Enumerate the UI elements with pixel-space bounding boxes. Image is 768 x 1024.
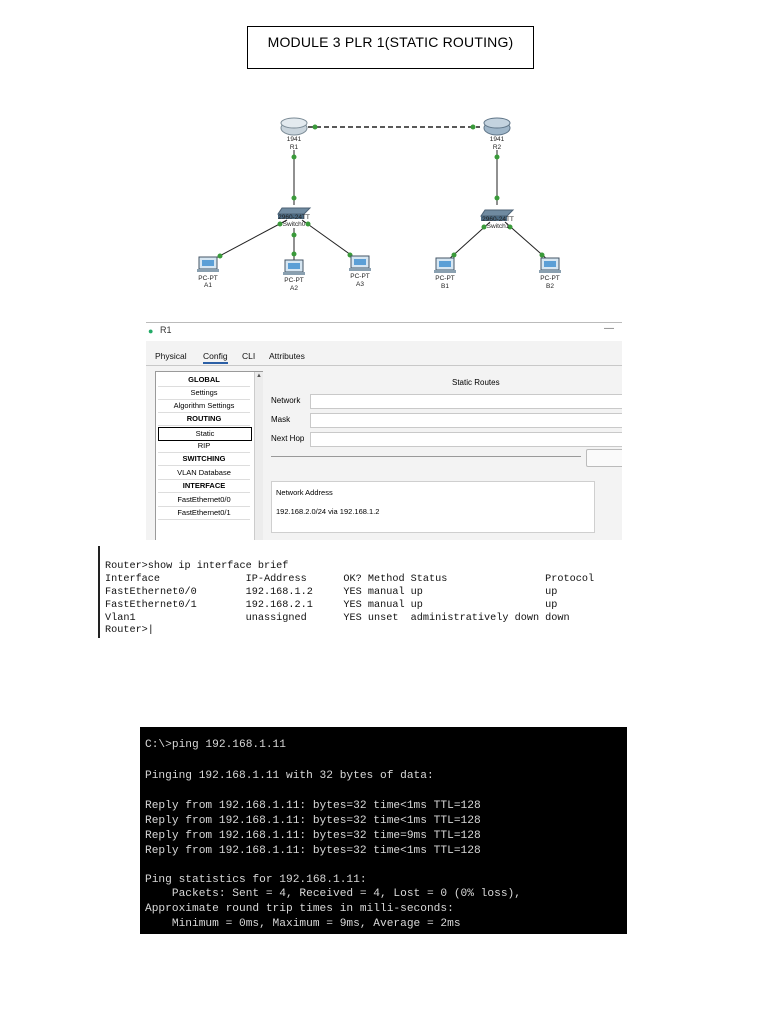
svg-text:R2: R2 <box>492 144 502 151</box>
sidebar-scrollbar[interactable] <box>254 372 263 540</box>
svg-text:R1: R1 <box>289 144 299 151</box>
pc-a2[interactable] <box>283 260 305 292</box>
svg-text:PC-PT: PC-PT <box>435 275 455 282</box>
terminal-line: Reply from 192.168.1.11: bytes=32 time<1ms TTL=128 <box>145 815 481 827</box>
terminal-line: Reply from 192.168.1.11: bytes=32 time<1ms TTL=128 <box>145 800 481 812</box>
svg-text:PC-PT: PC-PT <box>198 275 218 282</box>
pc-b1[interactable] <box>434 258 456 290</box>
router-config-window <box>146 322 622 540</box>
pc-a1[interactable] <box>197 257 219 289</box>
sidebar-header-interface: INTERFACE <box>158 480 250 493</box>
svg-text:A2: A2 <box>290 285 298 292</box>
terminal-line: Reply from 192.168.1.11: bytes=32 time<1ms TTL=128 <box>145 845 481 857</box>
cli-line: FastEthernet0/0 192.168.1.2 YES manual up up <box>105 587 558 598</box>
svg-text:PC-PT: PC-PT <box>284 277 304 284</box>
svg-text:Switch1: Switch1 <box>486 223 510 230</box>
svg-text:2960-24TT: 2960-24TT <box>482 216 514 223</box>
mask-input[interactable] <box>310 413 622 428</box>
router-r1[interactable] <box>281 118 307 151</box>
switch-switch1[interactable] <box>481 210 514 230</box>
divider <box>271 456 581 457</box>
cli-prompt: Router>| <box>105 625 154 636</box>
title-box <box>247 26 534 69</box>
panel-title: Static Routes <box>452 378 500 387</box>
add-button[interactable] <box>586 449 622 467</box>
sidebar-item-fastethernet0-0[interactable]: FastEthernet0/0 <box>158 494 250 507</box>
terminal-line: Pinging 192.168.1.11 with 32 bytes of data: <box>145 770 434 782</box>
scroll-up-icon[interactable]: ▲ <box>256 373 262 379</box>
tab-config[interactable]: Config <box>203 351 228 364</box>
static-routes-list <box>271 481 595 533</box>
next-hop-label: Next Hop <box>271 434 305 443</box>
svg-text:B2: B2 <box>546 283 554 290</box>
svg-text:2960-24TT: 2960-24TT <box>278 214 310 221</box>
tab-cli[interactable]: CLI <box>242 351 256 361</box>
tab-physical[interactable]: Physical <box>155 351 187 361</box>
sidebar-item-algorithm-settings[interactable]: Algorithm Settings <box>158 400 250 413</box>
sidebar-item-settings[interactable]: Settings <box>158 387 250 400</box>
svg-text:A1: A1 <box>204 282 212 289</box>
sidebar-item-static[interactable]: Static <box>158 427 252 441</box>
sidebar-header-routing: ROUTING <box>158 413 250 426</box>
terminal-line: Approximate round trip times in milli-seconds: <box>145 903 454 915</box>
sidebar-header-switching: SWITCHING <box>158 453 250 466</box>
switch-switch0[interactable] <box>278 208 310 228</box>
terminal-line: Reply from 192.168.1.11: bytes=32 time=9ms TTL=128 <box>145 830 481 842</box>
cli-line: Router>show ip interface brief <box>105 561 289 572</box>
svg-text:B1: B1 <box>441 283 449 290</box>
pc-b2[interactable] <box>539 258 561 290</box>
window-titlebar <box>146 323 622 341</box>
terminal-line: Packets: Sent = 4, Received = 4, Lost = 0 (0% loss), <box>145 888 521 900</box>
terminal-line: Minimum = 0ms, Maximum = 9ms, Average = 2ms <box>145 918 461 930</box>
tab-bar <box>146 347 622 366</box>
terminal-line: Ping statistics for 192.168.1.11: <box>145 874 367 886</box>
sidebar-header-global: GLOBAL <box>158 374 250 387</box>
svg-text:1941: 1941 <box>489 136 505 143</box>
terminal-line: C:\>ping 192.168.1.11 <box>145 739 286 751</box>
mask-label: Mask <box>271 415 291 424</box>
page-title: MODULE 3 PLR 1(STATIC ROUTING) <box>267 34 514 50</box>
config-sidebar <box>155 371 263 540</box>
svg-text:PC-PT: PC-PT <box>540 275 560 282</box>
cli-line: Vlan1 unassigned YES unset administratively down down <box>105 613 570 624</box>
network-topology <box>190 110 580 305</box>
window-title: R1 <box>160 325 172 335</box>
ping-terminal <box>140 727 627 934</box>
list-item[interactable]: 192.168.2.0/24 via 192.168.1.2 <box>276 507 380 516</box>
svg-text:A3: A3 <box>356 281 364 288</box>
next-hop-input[interactable] <box>310 432 622 447</box>
sidebar-item-vlan-database[interactable]: VLAN Database <box>158 467 250 480</box>
minimize-icon[interactable]: — <box>604 323 614 334</box>
pc-a3[interactable] <box>349 256 371 288</box>
sidebar-item-rip[interactable]: RIP <box>158 440 250 453</box>
cli-line: Interface IP-Address OK? Method Status Protocol <box>105 574 595 585</box>
tab-attributes[interactable]: Attributes <box>269 351 305 361</box>
link-switch0-a1 <box>212 220 287 260</box>
svg-text:Switch0: Switch0 <box>282 221 306 228</box>
network-input[interactable] <box>310 394 622 409</box>
cli-line: FastEthernet0/1 192.168.2.1 YES manual up up <box>105 600 558 611</box>
svg-text:PC-PT: PC-PT <box>350 273 370 280</box>
svg-text:1941: 1941 <box>286 136 302 143</box>
sidebar-item-fastethernet0-1[interactable]: FastEthernet0/1 <box>158 507 250 520</box>
router-r2[interactable] <box>484 118 510 151</box>
router-icon: ● <box>148 326 154 336</box>
network-label: Network <box>271 396 301 405</box>
cli-output <box>98 546 660 638</box>
list-header: Network Address <box>276 488 333 497</box>
